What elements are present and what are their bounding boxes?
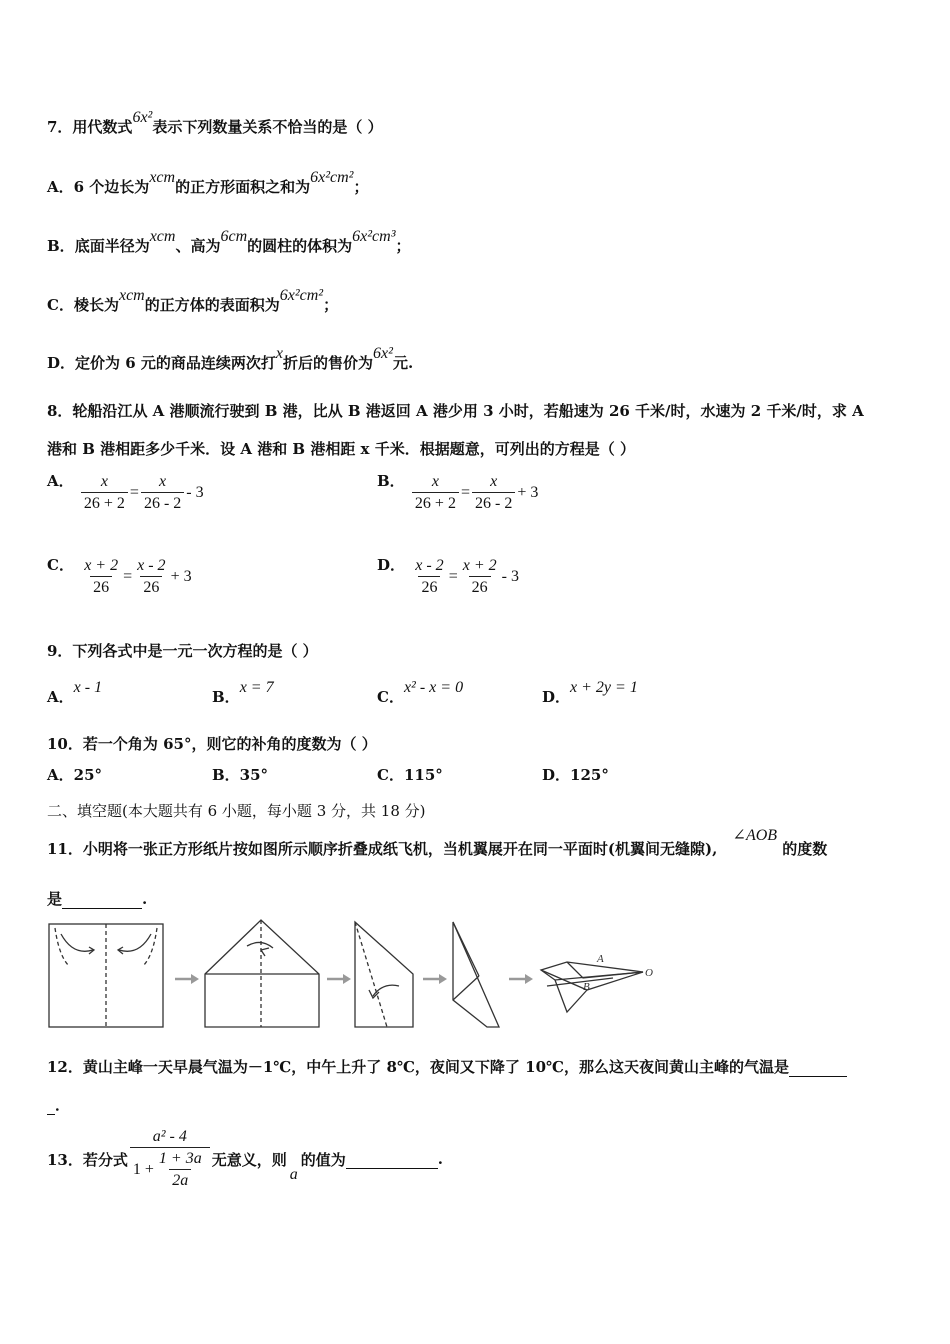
paper-plane-folding-figure [47,916,687,1034]
q13-complex-fraction: a² - 4 1 + $\frac{1 + 3a}{2a}$ [130,1128,210,1190]
fold-step-4 [453,922,499,1027]
q12-answer-blank[interactable] [789,1058,847,1077]
fold-step-3 [355,922,413,1027]
q11-angle: ∠AOB [732,827,778,844]
arrow-icon-3 [423,974,447,984]
q12-stem: 12．黄山主峰一天早晨气温为－1℃，中午上升了 8℃，夜间又下降了 10℃，那么这天夜间黄山主峰的气温是 [47,1056,847,1077]
q7-stem: 7．用代数式6x²表示下列数量关系不恰当的是（ ） [47,109,383,136]
arrow-icon-1 [175,974,199,984]
q8-option-a: A． $\frac{x}{26 + 2}$ = $\frac{x}{26 - 2}$ - 3 [47,472,204,512]
q7-option-d: D．定价为 6 元的商品连续两次打x折后的售价为6x²元. [47,345,414,372]
q10-option-d: D．125° [542,766,609,784]
q9-option-d: D．x + 2y = 1 [542,679,638,706]
q8-option-d: D． $\frac{x - 2}{26}$ = $\frac{x + 2}{26}$ - 3 [377,556,519,596]
fold-step-5-paper-plane [541,962,643,1012]
q9-stem: 9．下列各式中是一元一次方程的是（ ） [47,642,318,660]
q9-option-b: B．x = 7 [212,679,274,706]
q7-option-c: C．棱长为xcm的正方体的表面积为6x²cm²； [47,287,339,314]
q8-option-b: B． $\frac{x}{26 + 2}$ = $\frac{x}{26 - 2}$ + 3 [377,472,539,512]
q13-stem: 13．若分式 a² - 4 1 + $\frac{1 + 3a}{2a}$ 无意义，则 a 的值为 . [47,1128,443,1189]
q8-option-c: C． $\frac{x + 2}{26}$ = $\frac{x - 2}{26}$ + 3 [47,556,192,596]
q10-option-b: B．35° [212,766,269,784]
arrow-icon-4 [509,974,533,984]
section-heading: 二、填空题(本大题共有 6 小题，每小题 3 分，共 18 分) [47,802,426,820]
q7-option-a: A．6 个边长为xcm的正方形面积之和为6x²cm²； [47,169,369,196]
q12-stem-line2: ． [47,1094,70,1115]
plane-label-b: B [583,981,590,993]
q7-option-b: B．底面半径为xcm、高为6cm的圆柱的体积为6x²cm³； [47,228,411,255]
q10-option-a: A．25° [47,766,103,784]
q10-option-c: C．115° [377,766,443,784]
q8-stem-line2: 港和 B 港相距多少千米．设 A 港和 B 港相距 x 千米．根据题意，可列出的方程是（ ） [47,440,635,458]
plane-label-o: O [645,967,653,979]
fold-step-2-house [205,920,319,1027]
q11-stem: 11．小明将一张正方形纸片按如图所示顺序折叠成纸飞机，当机翼展开在同一平面时(机翼间无缝隙), ∠AOB 的度数 [47,827,828,858]
q13-answer-blank[interactable] [346,1150,438,1169]
q7-expr: 6x² [132,109,153,126]
q11-answer-blank[interactable] [62,890,142,909]
q11-stem-line2: 是 . [47,890,148,908]
plane-label-a: A [597,953,604,965]
fold-step-1-square [49,924,163,1027]
q9-option-c: C．x² - x = 0 [377,679,464,706]
q10-stem: 10．若一个角为 65°，则它的补角的度数为（ ） [47,735,377,753]
arrow-icon-2 [327,974,351,984]
q9-option-a: A．x - 1 [47,679,103,706]
q8-stem-line1: 8．轮船沿江从 A 港顺流行驶到 B 港，比从 B 港返回 A 港少用 3 小时，若船速为 26 千米/时，水速为 2 千米/时，求 A [47,402,864,420]
